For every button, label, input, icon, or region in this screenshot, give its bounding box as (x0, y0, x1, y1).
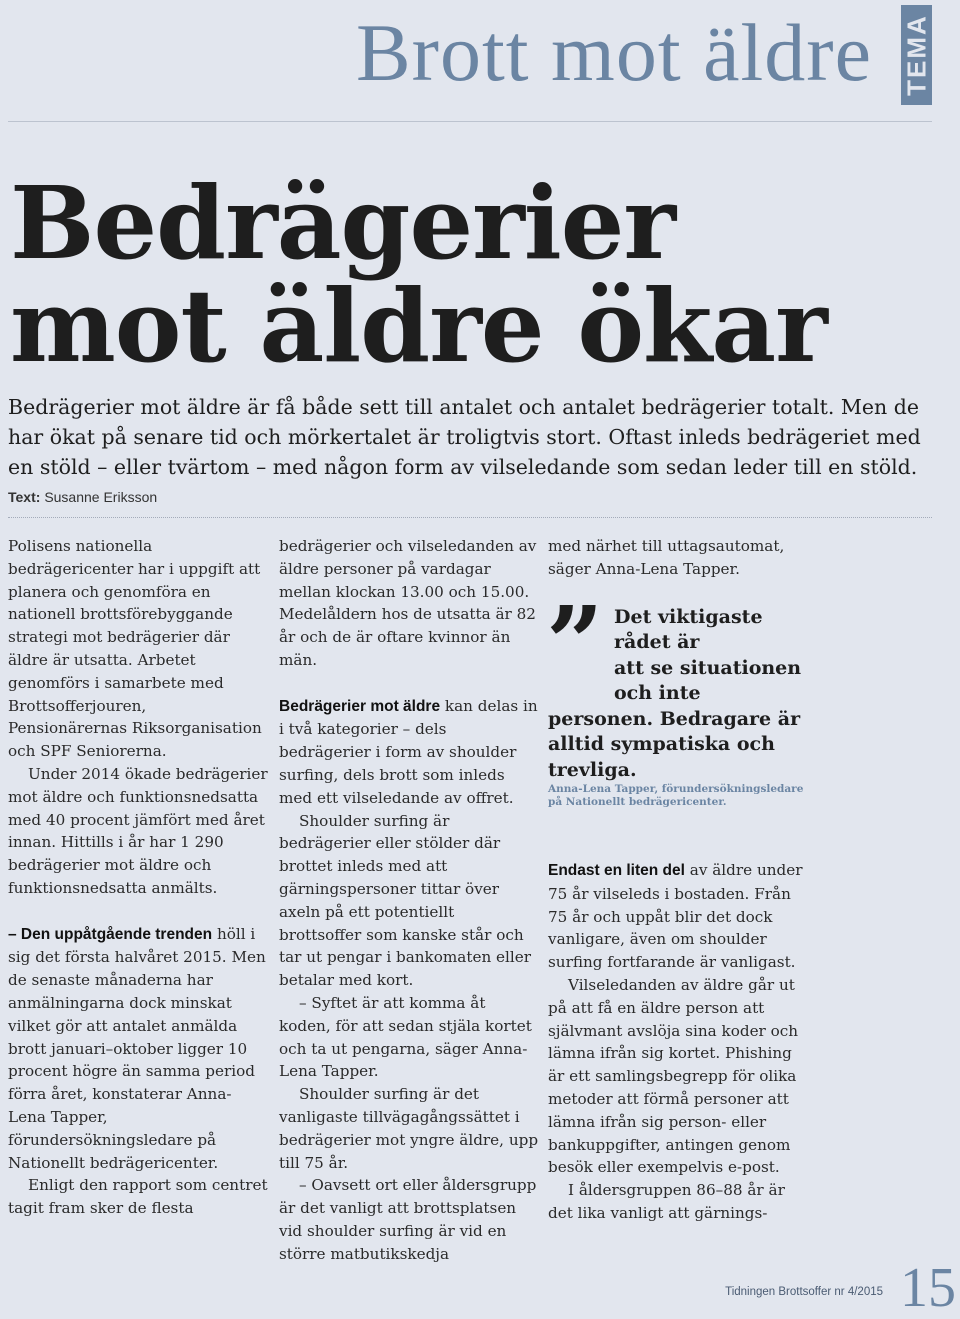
pull-quote-line-1: Det viktigaste rådet är (614, 605, 763, 654)
col1-subhead: – Den uppåtgående trenden (8, 925, 213, 943)
col2-paragraph-4: – Syftet är att komma åt koden, för att sedan stjäla kortet och ta ut pengarna, säger Anna-Lena Tapper. (279, 993, 532, 1081)
col1-paragraph-2: Under 2014 ökade bedrägerier mot äldre och funktionsnedsatta med 40 procent jämfört med året innan. Hittills i år har 1 290 bedrägerier mot äldre och funktionsnedsatta anmälts. (8, 764, 268, 897)
pull-quote-attribution: Anna-Lena Tapper, förundersökningsledare på Nationellt bedrägericenter. (548, 783, 804, 809)
pull-quote (546, 583, 810, 810)
quote-mark-icon: ” (546, 583, 604, 702)
col2-subhead: Bedrägerier mot äldre (279, 697, 441, 715)
col1-paragraph-4: Enligt den rapport som centret tagit fram sker de flesta (8, 1176, 268, 1218)
article-headline (10, 164, 827, 385)
byline-author: Susanne Eriksson (44, 489, 158, 505)
col3-subhead: Endast en liten del (548, 862, 685, 880)
col3-paragraph-3: Vilseledanden av äldre går ut på att få en äldre person att självmant avslöja sina koder och lämna ifrån sig kortet. Phishing är ett samlingsbegrepp för olika metoder att förmå personer att lämna ifrån sig person- eller bankuppgifter, antingen genom besök eller exempelvis e-post. (548, 976, 799, 1177)
col2-paragraph-2 (279, 695, 539, 810)
column-1 (8, 535, 268, 1220)
col3-paragraph-4: I åldersgruppen 86–88 år är det lika vanligt att gärnings- (548, 1181, 785, 1223)
headline-line-2: mot äldre ökar (10, 267, 827, 385)
col2-paragraph-2-text: kan delas in i två kategorier – dels bedrägerier i form av shoulder surfing, dels brott som inleds med ett vilseledande av offret. (279, 696, 538, 807)
pull-quote-line-2: att se situationen och inte (614, 656, 802, 705)
byline-divider (8, 517, 932, 519)
headline-line-1: Bedrägerier (10, 164, 676, 282)
col2-paragraph-6: – Oavsett ort eller åldersgrupp är det vanligt att brottsplatsen vid shoulder surfing är vid en större matbutikskedja (279, 1176, 537, 1263)
col3-paragraph-2-text: av äldre under 75 år vilseleds i bostaden. Från 75 år och uppåt blir det dock vanligare, även om shoulder surfing fortfarande är vanligast. (548, 861, 803, 972)
pull-quote-line-3: personen. Bedragare är alltid sympatiska och trevliga. (548, 707, 801, 781)
tema-tab (901, 5, 932, 105)
col3-paragraph-2 (548, 859, 810, 974)
col1-paragraph-3 (8, 923, 268, 1175)
publication-footer: Tidningen Brottsoffer nr 4/2015 (725, 1286, 883, 1298)
column-3 (548, 535, 810, 1225)
col1-paragraph-1: Polisens nationella bedrägericenter har i uppgift att planera och genomföra en nationell brottsförebyggande strategi mot bedrägerier där äldre är utsatta. Arbetet genomförs i samarbete med Brottsofferjouren, Pensionärernas Riksorganisation och SPF Seniorerna. (8, 537, 262, 761)
col1-paragraph-3-text: höll i sig det första halvåret 2015. Men de senaste månaderna har anmälningarna dock minskat vilket gör att antalet anmälda brott januari–oktober ligger 10 procent högre än samma period förra året, konstaterar Anna-Lena Tapper, förundersökningsledare på Nationellt bedrägericenter. (8, 924, 266, 1172)
section-title: Brott mot äldre (355, 7, 872, 98)
byline (8, 489, 157, 505)
byline-label: Text: (8, 489, 41, 505)
paragraph-gap (279, 672, 539, 695)
header-divider (8, 121, 932, 122)
col3-paragraph-1: med närhet till uttagsautomat, säger Anna-Lena Tapper. (548, 537, 785, 578)
paragraph-gap (548, 809, 810, 859)
column-2 (279, 535, 539, 1266)
col2-paragraph-5: Shoulder surfing är det vanligaste tillvägagångssättet i bedrägerier mot yngre äldre, upp till 75 år. (279, 1085, 539, 1172)
page-number: 15 (900, 1257, 956, 1319)
paragraph-gap (8, 900, 268, 923)
col2-paragraph-3: Shoulder surfing är bedrägerier eller stölder där brottet inleds med att gärningspersoner tittar över axeln på ett potentiellt brottsoffer som kanske står och tar ut pengar i bankomaten eller betalar med kort. (279, 811, 532, 990)
col2-paragraph-1: bedrägerier och vilseledanden av äldre personer på vardagar mellan klockan 13.00 och 15.00. Medelåldern hos de utsatta är 82 år och de är oftare kvinnor än män. (279, 537, 537, 669)
article-ingress: Bedrägerier mot äldre är få både sett till antalet och antalet bedrägerier totalt. Men de har ökat på senare tid och mörkertalet är troligtvis stort. Oftast inleds bedrägeriet med en stöld – eller tvärtom – med någon form av vilseledande som sedan leder till en stöld. (8, 395, 921, 479)
tema-tab-label: TEMA (901, 14, 931, 96)
